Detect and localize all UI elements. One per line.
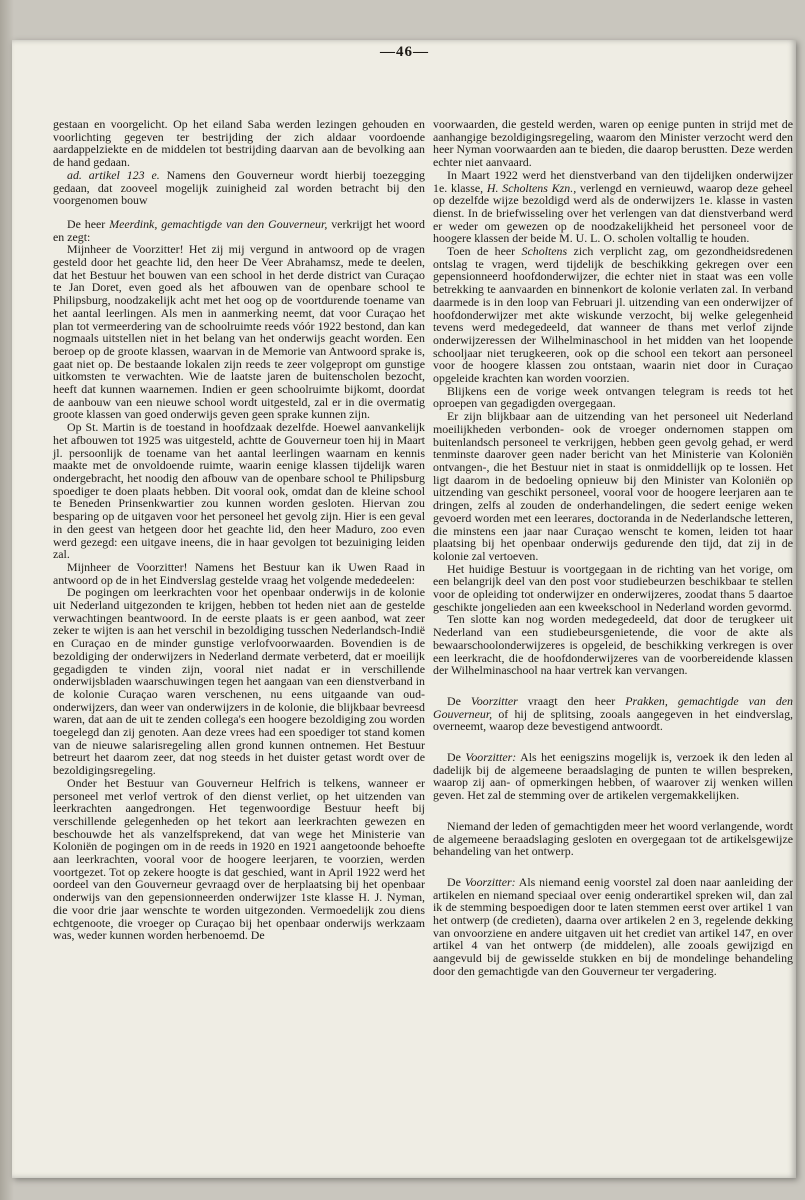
paragraph: Mijnheer de Voorzitter! Het zij mij vergund in antwoord op de vragen gesteld door het geachte lid, den heer De Veer Abrahamsz, mede te deelen, dat het Bestuur het bouwen van een school in het derde district van Curaçao te Jan Doret, even goed als het afbouwen van de openbare school te Philipsburg, noodzakelijk acht met het oog op de voortdurende toename van het aantal leerlingen. Als men in aanmerking neemt, dat voor Curaçao het plan tot vermeerdering van de schoolruimte reeds vóór 1922 bestond, dan kan nogmaals uitstellen niet in het belang van het onderwijs geacht worden. Een beroep op de groote klassen, waarvan in de Memorie van Antwoord sprake is, gaat niet op. De bestaande lokalen zijn reeds te zeer volgepropt om gunstige uitkomsten te verwachten. Wie de laatste jaren de buitenscholen bezocht, heeft dat kunnen waarnemen. Indien er geen schoolruimte bijkomt, doordat de aanbouw van een nieuwe school wordt uitgesteld, zal er in die overmatig groote klassen van goed onderwijs geven geen sprake kunnen zijn. xyxy=(53,242,425,422)
speaker-name: Prakken, gemachtigde van den Gouverneur, xyxy=(433,693,793,721)
paragraph-text: verkrijgt het woord en zegt: xyxy=(53,216,425,244)
paragraph-text: Als niemand eenig voorstel zal doen naar aanleiding der artikelen en niemand speciaal over eenig onderartikel spreken wil, dan zal ik de stemming bespoedigen door te laten stemmen eerst over artikel 1 van het ontwerp (de credieten), daarna over artikelen 2 en 3, regelende dekking van onvoorziene en andere uitgaven uit het crediet van artikel 147, en over artikel 4 van het ontwerp (de middelen), alle zooals gewijzigd en aangevuld bij de gewisselde stukken en bij de mondelinge behandeling door den gemachtigde van den Gouverneur ter vergadering. xyxy=(433,874,793,978)
paragraph-text: vraagt den heer xyxy=(517,693,626,708)
paragraph-text: Namens den Gouverneur wordt hierbij toezegging gedaan, dat zooveel mogelijk zuinigheid zal worden betracht bij den voorgenomen bouw xyxy=(53,167,425,208)
paragraph-text: De xyxy=(447,693,471,708)
paragraph xyxy=(53,169,425,207)
paragraph xyxy=(433,876,793,978)
paragraph-text: verlengd en vernieuwd, waarop deze geheel op dezelfde wijze bezoldigd werd als de onderwijzers 1e. klasse in vasten dienst. In de briefwisseling over het verlengen van dat dienstverband werd er weder om gewezen op de noodzakelijkheid het personeel voor de hoogere klassen der beide M. U. L. O. scholen voltallig te houden. xyxy=(433,180,793,246)
paragraph xyxy=(433,245,793,385)
right-column xyxy=(433,118,793,978)
paragraph xyxy=(433,751,793,802)
speaker-name: Meerdink, gemachtigde van den Gouverneur, xyxy=(109,216,328,231)
paragraph: De pogingen om leerkrachten voor het openbaar onderwijs in de kolonie uit Nederland uitgezonden te krijgen, hebben tot heden niet aan de gestelde verwachtingen beantwoord. In de eerste plaats is er geen aanbod, wat zeer zeker te wijten is aan het verschil in bezoldiging tusschen Nederlandsch-Indië en Curaçao en de minder gunstige verlofvoorwaarden. Bovendien is de bezoldiging der onderwijzers in Nederland dermate verbeterd, dat er moeilijk gegadigden te vinden zijn, vooral niet nadat er in verschillende onderwijsbladen waarschuwingen tegen het aangaan van een dienstverband in de kolonie Curaçao waren verschenen, nu eens uitgaande van oud-onderwijzers, dan weer van onderwijzers in de kolonie, die blijkbaar bevreesd waren, dat aan de uit te zenden collega's een hoogere bezoldiging zou worden toegelegd dan zij genoten. Aan deze vrees had een spoediger tot stand komen van de nieuwe salarisregeling allen grond kunnen ontnemen. Het Bestuur betreurt het daarom zeer, dat nog steeds in het duister getast wordt over de bezoldigingsregeling. xyxy=(53,585,425,778)
paragraph-text: De xyxy=(447,750,466,765)
paragraph-text: Toen de heer xyxy=(447,244,522,259)
speaker-role: Voorzitter: xyxy=(464,874,516,889)
paragraph: Onder het Bestuur van Gouverneur Helfrich is telkens, wanneer er personeel met verlof vertrok of den dienst verliet, op het uitzenden van leerkrachten aangedrongen. Het tegenwoordige Bestuur heeft bij verschillende gelegenheden op het tekort aan leerkrachten gewezen en beschouwde het als vanzelfsprekend, dat van wege het Ministerie van Koloniën de pogingen om in de reeds in 1920 en 1921 aangetoonde behoefte aan leerkrachten, vooral voor de hoogere leerjaren, te voorzien, werden voortgezet. Tot op zekere hoogte is dat geschied, want in April 1922 werd het oordeel van den Gouverneur gevraagd over de herplaatsing bij het openbaar onderwijs van den gepensionneerden onderwijzer 1ste klasse H. J. Nyman, die voor drie jaar wenschte te worden uitgezonden. Vermoedelijk zou diens echtgenoote, die vroeger op Curaçao bij het openbaar onderwijs werkzaam was, weder kunnen worden herbenoemd. De xyxy=(53,775,425,943)
article-reference: ad. artikel 123 e. xyxy=(67,167,160,182)
paragraph: Het huidige Bestuur is voortgegaan in de richting van het vorige, om een belangrijk deel van den post voor studiebeurzen beschikbaar te stellen voor de opleiding tot onderwijzer en onderwijzeres, zoodat thans 5 daartoe geschikte jongelieden aan een kweekschool in Nederland worden gevormd. xyxy=(433,561,793,614)
paragraph xyxy=(433,169,793,245)
paragraph: gestaan en voorgelicht. Op het eiland Saba werden lezingen gehouden en voorlichting gegeven ter bestrijding der zich aldaar voordoende aardappelziekte en de middelen tot bestrijding daarvan aan de bevolking aan de hand gedaan. xyxy=(53,117,425,170)
paragraph: Er zijn blijkbaar aan de uitzending van het personeel uit Nederland moeilijkheden verbonden- ook de vroeger ondernomen stappen om buitenlandsch personeel te verkrijgen, hebben geen gevolg gehad, er werd tenminste daarover geen nader bericht van het Ministerie van Koloniën ontvangen-, die het Bestuur niet in staat is onmiddellijk op te lossen. Het ligt daarom in de bedoeling opnieuw bij den Minister van Koloniën op uitzending van geschikt personeel, vooral voor de hoogere leerjaren aan te dringen, zelfs al zouden de onderhandelingen, die sedert eenige weken gevoerd worden met een leerares, doctoranda in de Nederlandsche letteren, die minstens een jaar naar Curaçao wenscht te komen, leiden tot haar plaatsing bij het openbaar onderwijs gedurende den tijd, dat zij in de kolonie zal vertoeven. xyxy=(433,409,793,563)
person-name: Scholtens xyxy=(521,244,568,259)
paragraph xyxy=(433,695,793,733)
paragraph xyxy=(53,218,425,243)
page-number: —46— xyxy=(380,44,429,60)
speaker-role: Voorzitter xyxy=(470,693,518,708)
paragraph: Niemand der leden of gemachtigden meer het woord verlangende, wordt de algemeene beraadslaging gesloten en overgegaan tot de artikelsgewijze behandeling van het ontwerp. xyxy=(433,818,793,859)
speaker-role: Voorzitter: xyxy=(465,750,517,765)
paragraph-text: zich verplicht zag, om gezondheidsredenen ontslag te vragen, werd tijdelijk de beschikking gekregen over een gepensionneerd hoofdonderwijzer, die echter niet in staat was een volle betrekking te aanvaarden en binnenkort de kolonie verlaten zal. In verband daarmede is in den loop van Februari jl. uitzending van een onderwijzer of hoofdonderwijzer met akte wiskunde verzocht, bij welke gelegenheid tevens werd medegedeeld, dat wanneer de thans met verlof zijnde onderwijzeressen der Wilhelminaschool in het midden van het loopende schooljaar niet terugkeeren, ook op die school een tekort aan personeel voor de hoogere klassen zou ontstaan, waarin niet door in Curaçao opgeleide krachten kan worden voorzien. xyxy=(433,244,793,386)
paragraph-text: In Maart 1922 werd het dienstverband van den tijdelijken onderwijzer 1e. klasse, xyxy=(433,167,793,195)
paragraph-text: De xyxy=(447,874,465,889)
paragraph: Mijnheer de Voorzitter! Namens het Bestuur kan ik Uwen Raad in antwoord op de in het Eindverslag gestelde vraag het volgende mededeelen: xyxy=(53,559,425,587)
left-column xyxy=(53,118,425,942)
paragraph: Ten slotte kan nog worden medegedeeld, dat door de terugkeer uit Nederland van een studiebeursgenietende, die voor de akte als bewaarschoolonderwijzeres is opgeleid, de beschikking verkregen is over een leerkracht, die de hoofdonderwijzeres van de voorbereidende klassen der Wilhelminaschool na haar vertrek kan vervangen. xyxy=(433,612,793,678)
paragraph-text: of hij de splitsing, zooals aangegeven in het eindverslag, overneemt, waarop deze bevestigend antwoordt. xyxy=(433,706,793,734)
paragraph: Op St. Martin is de toestand in hoofdzaak dezelfde. Hoewel aanvankelijk het afbouwen tot 1925 was uitgesteld, achtte de Gouverneur toen hij in Maart jl. persoonlijk de toename van het aantal leerlingen waarnam en kennis maakte met de onvoldoende ruimte, waarin eenige klassen tijdelijk waren ondergebracht, het noodig den afbouw van de openbare school te Philipsburg spoediger te doen plaats hebben. Dit vooral ook, omdat dan de kleine school te Beneden Prinsenkwartier zou kunnen worden gesloten. Hiervan zou besparing op de uitgaven voor het personeel het gevolg zijn. Hier is een geval in den geest van hetgeen door het geachte lid, den heer Maduro, zoo even werd gezegd: een uitgave ineens, die in haar gevolgen tot bezuiniging leiden zal. xyxy=(53,420,425,562)
paragraph: Blijkens een de vorige week ontvangen telegram is reeds tot het oproepen van gegadigden overgegaan. xyxy=(433,383,793,411)
paragraph-text: De heer xyxy=(67,216,110,231)
paragraph-text: Als het eenigszins mogelijk is, verzoek ik den leden al dadelijk bij de algemeene beraadslaging de punten te willen bespreken, waarop zij aan- of opmerkingen hebben, of waarover zij wenken willen geven. Het zal de stemming over de artikelen vergemakkelijken. xyxy=(433,750,793,803)
paragraph: voorwaarden, die gesteld werden, waren op eenige punten in strijd met de aanhangige bezoldigingsregeling, waarom den Minister verzocht werd den heer Nyman voorwaarden aan te bieden, die daarop berustten. Deze werden echter niet aanvaard. xyxy=(433,118,793,170)
person-name: H. Scholtens Kzn., xyxy=(486,180,577,195)
